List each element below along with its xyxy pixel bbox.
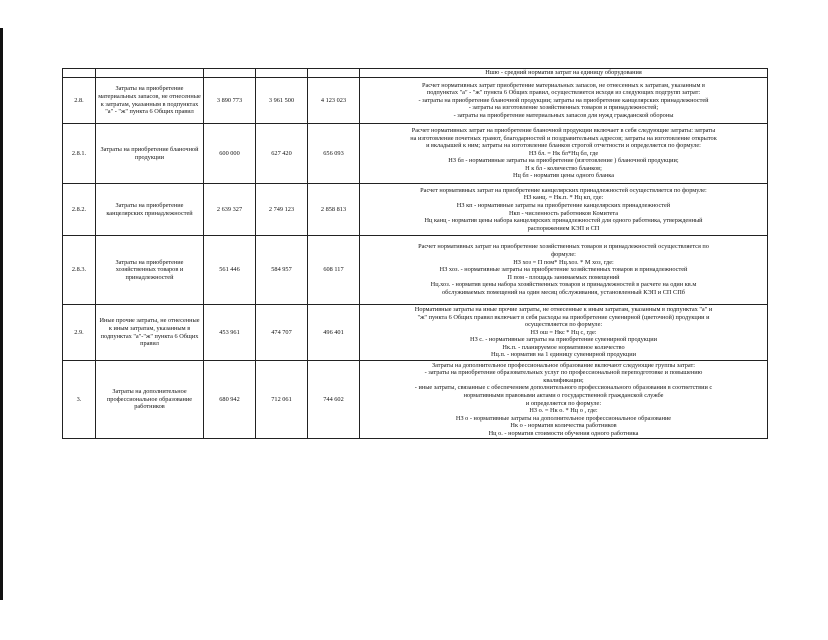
cell-number: 2.8. — [63, 78, 96, 124]
cell-number — [63, 69, 96, 78]
cell-value-2 — [256, 69, 308, 78]
cell-name: Иные прочие затраты, не отнесенные к иным затратам, указанным в подпунктах "а"-"ж" пункта 6 Общих правил — [96, 305, 204, 361]
cell-description — [360, 361, 768, 439]
cell-value-2: 3 961 500 — [256, 78, 308, 124]
cell-value-3: 4 123 023 — [308, 78, 360, 124]
cell-number: 3. — [63, 361, 96, 439]
description-line: НЗ бл - нормативные затраты на приобретение (изготовление ) бланочной продукции; — [448, 157, 679, 165]
table-row — [63, 78, 768, 124]
description-line: Ншю - средний норматив затрат на единицу оборудования — [485, 69, 642, 77]
cell-name: Затраты на приобретение канцелярских принадлежностей — [96, 184, 204, 236]
description-line: осуществляется по формуле: — [524, 321, 603, 329]
description-line: НЗ кп - нормативные затраты на приобретение канцелярских принадлежностей — [456, 201, 671, 209]
description-line: Нкп - численность работников Комитета — [508, 209, 619, 217]
cost-norms-table — [62, 68, 768, 439]
table-row — [63, 124, 768, 184]
cell-number: 2.8.3. — [63, 236, 96, 305]
description-line: НЗ с. - нормативные затраты на приобретение сувенирной продукции — [470, 336, 657, 344]
description-line: Расчет нормативных затрат на приобретение хозяйственных товаров и принадлежностей осуществляется по — [418, 243, 709, 251]
description-line: Нк о - норматив количества работников — [510, 422, 617, 430]
cell-value-3 — [308, 69, 360, 78]
description-line: формуле: — [551, 251, 576, 259]
description-line: нормативными правовыми актами о государственной гражданской службе — [463, 391, 664, 399]
description-line: на изготовление почетных грамот, благодарностей и поздравительных адресов; затраты на изготовление открыток — [410, 134, 717, 142]
cell-value-1: 680 942 — [204, 361, 256, 439]
description-line: Затраты на дополнительное профессиональное образование включают следующие группы затрат: — [432, 361, 695, 369]
cell-value-2: 2 749 123 — [256, 184, 308, 236]
table-row — [63, 184, 768, 236]
description-line: Нц канц - норматив цены набора канцелярских принадлежностей для одного работника, утвержденный — [424, 217, 703, 225]
cell-description — [360, 124, 768, 184]
cell-number: 2.8.2. — [63, 184, 96, 236]
cell-description — [360, 69, 768, 78]
description-line: - иные затраты, связанные с обеспечением дополнительного профессионального образования в соответствии с — [414, 384, 713, 392]
description-line: и вкладышей к ним; затраты на изготовление бланков строгой отчетности и определяется по формуле: — [426, 142, 701, 150]
document-page — [62, 68, 767, 466]
description-line: и определяется по формуле: — [525, 399, 602, 407]
description-line: Расчет нормативных затрат на приобретение бланочной продукции включает в себя следующие затраты: затраты — [411, 126, 716, 134]
description-line: Нормативные затраты на иные прочие затраты, не отнесенные к иным затратам, указанным в подпунктах "а" и — [414, 305, 713, 313]
table-row — [63, 361, 768, 439]
description-line: НЗ ош = Нкс * Нц с, где: — [530, 328, 597, 336]
cell-name: Затраты на приобретение материальных запасов, не отнесенные к затратам, указанным в подпунктах "а" - "ж" пункта 6 Общих правил — [96, 78, 204, 124]
table-row — [63, 305, 768, 361]
description-line: Нк.п. - планируемое нормативное количество — [502, 343, 625, 351]
cell-value-3: 2 858 813 — [308, 184, 360, 236]
cell-value-2: 627 420 — [256, 124, 308, 184]
description-line: обслуживаемых помещений на один месяц обслуживания, установленный КЭП и СП СПб — [442, 288, 685, 296]
cell-value-3: 744 602 — [308, 361, 360, 439]
cell-value-2: 474 707 — [256, 305, 308, 361]
description-line: распоряжением КЭП и СП — [527, 224, 600, 232]
cell-value-2: 584 957 — [256, 236, 308, 305]
table-row-top — [63, 69, 768, 78]
cell-value-2: 712 061 — [256, 361, 308, 439]
cell-name: Затраты на приобретение хозяйственных товаров и принадлежностей — [96, 236, 204, 305]
cell-value-3: 496 401 — [308, 305, 360, 361]
description-line: квалификации; — [543, 376, 584, 384]
cell-description — [360, 184, 768, 236]
cell-number: 2.9. — [63, 305, 96, 361]
table-body — [63, 69, 768, 439]
description-line: П пом - площадь занимаемых помещений — [507, 273, 620, 281]
description-line: подпунктах "а" - "ж" пункта 6 Общих правил, осуществляется исходя из следующих подгрупп затрат: — [426, 89, 701, 97]
description-line: Расчет нормативных затрат приобретение материальных запасов, не отнесенных к затратам, указанным в — [421, 81, 705, 89]
table-row — [63, 236, 768, 305]
description-line: Расчет нормативных затрат на приобретение канцелярских принадлежностей осуществляется по формуле: — [420, 186, 707, 194]
cell-value-1 — [204, 69, 256, 78]
description-line: Нц.хоз. - норматив цены набора хозяйственных товаров и принадлежностей в расчете на один кв.м — [430, 281, 697, 289]
cell-name: Затраты на дополнительное профессиональное образование работников — [96, 361, 204, 439]
description-line: Нц о. - норматив стоимости обучения одного работника — [488, 429, 639, 437]
description-line: - затраты на приобретение материальных запасов для нужд гражданской обороны — [453, 111, 674, 119]
description-line: НЗ хоз. - нормативные затраты на приобретение хозяйственных товаров и принадлежностей — [439, 266, 688, 274]
cell-number: 2.8.1. — [63, 124, 96, 184]
page-edge-line — [0, 28, 3, 600]
description-line: Нц.п. - норматив на 1 единицу сувенирной продукции — [490, 351, 637, 359]
cell-description — [360, 236, 768, 305]
description-line: НЗ канц. = Нк.п. * Нц кп, где: — [523, 194, 604, 202]
description-line: Н к бл - количество бланков; — [525, 164, 602, 172]
description-line: - затраты на приобретение бланочной продукции; затраты на приобретение канцелярских принадлежностей — [418, 96, 709, 104]
description-line: Нц бл - норматив цены одного бланка — [512, 172, 615, 180]
cell-description — [360, 78, 768, 124]
description-line: НЗ хоз = П пом* Нц.хоз. * М хоз, где: — [513, 258, 614, 266]
cell-value-3: 656 093 — [308, 124, 360, 184]
cell-value-1: 2 639 327 — [204, 184, 256, 236]
cell-name: Затраты на приобретение бланочной продукции — [96, 124, 204, 184]
cell-value-1: 600 000 — [204, 124, 256, 184]
description-line: НЗ бл. = Нк бл*Нц бл, где — [528, 149, 599, 157]
cell-value-1: 561 446 — [204, 236, 256, 305]
description-line: - затраты на изготовление хозяйственных товаров и принадлежностей; — [468, 104, 659, 112]
cell-description — [360, 305, 768, 361]
cell-name — [96, 69, 204, 78]
description-line: "ж" пункта 6 Общих правил включает в себя расходы на приобретение сувенирной (цветочной) продукции и — [417, 313, 710, 321]
description-line: НЗ о - нормативные затраты на дополнительное профессиональное образование — [455, 414, 672, 422]
description-line: - затраты на приобретение образовательных услуг по профессиональной переподготовке и повышению — [424, 369, 703, 377]
cell-value-1: 453 961 — [204, 305, 256, 361]
cell-value-1: 3 890 773 — [204, 78, 256, 124]
description-line: НЗ о. = Нк о. * Нц о , где: — [529, 407, 598, 415]
cell-value-3: 608 117 — [308, 236, 360, 305]
